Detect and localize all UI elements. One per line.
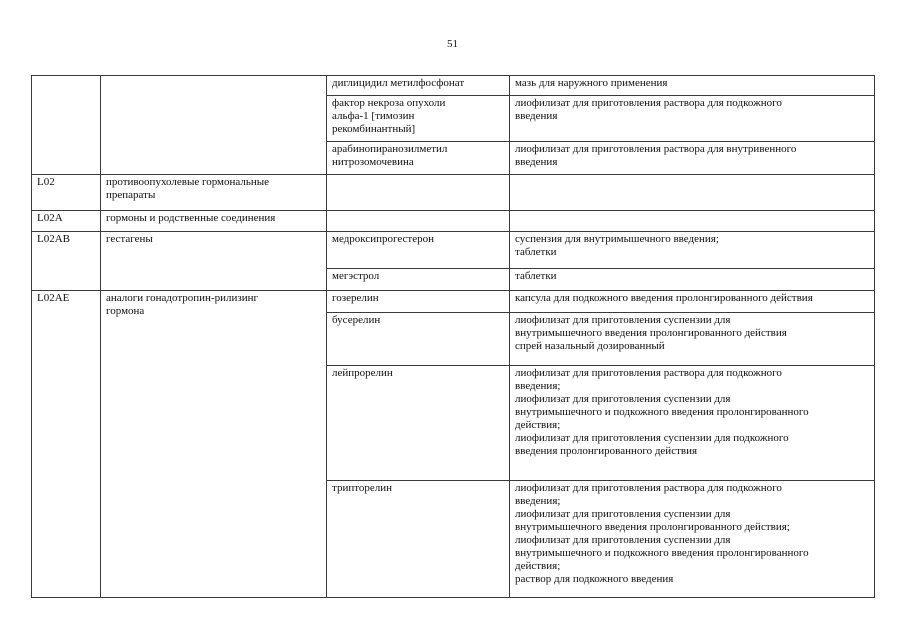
dosage-form-cell: суспензия для внутримышечного введения; таблетки xyxy=(510,232,875,269)
atc-code-cell: L02 xyxy=(32,175,101,211)
drug-name-cell: бусерелин xyxy=(327,313,510,366)
dosage-form-cell: лиофилизат для приготовления раствора для подкожного введения; лиофилизат для приготовления суспензии для внутримышечного введения пролонгированного действия; лиофилизат для приготовления суспензии для внутримышечного и подкожного введения пролонгированного действия; раствор для подкожного введения xyxy=(510,481,875,598)
group-name-cell xyxy=(101,76,327,175)
table-row xyxy=(32,76,875,96)
dosage-form-cell: лиофилизат для приготовления раствора для подкожного введения; лиофилизат для приготовления суспензии для внутримышечного и подкожного введения пролонгированного действия; лиофилизат для приготовления суспензии для подкожного введения пролонгированного действия xyxy=(510,366,875,481)
dosage-form-cell: капсула для подкожного введения пролонгированного действия xyxy=(510,291,875,313)
drug-name-cell: медроксипрогестерон xyxy=(327,232,510,269)
table-row xyxy=(32,291,875,313)
drug-name-cell: арабинопиранозилметил нитрозомочевина xyxy=(327,142,510,175)
drug-name-cell xyxy=(327,211,510,232)
dosage-form-cell: лиофилизат для приготовления раствора для внутривенного введения xyxy=(510,142,875,175)
atc-code-cell: L02A xyxy=(32,211,101,232)
dosage-form-cell xyxy=(510,175,875,211)
dosage-form-cell: таблетки xyxy=(510,269,875,291)
dosage-form-cell: лиофилизат для приготовления суспензии для внутримышечного введения пролонгированного действия спрей назальный дозированный xyxy=(510,313,875,366)
page-number: 51 xyxy=(447,38,458,50)
drug-name-cell: мегэстрол xyxy=(327,269,510,291)
table-row xyxy=(32,232,875,269)
dosage-form-cell: мазь для наружного применения xyxy=(510,76,875,96)
dosage-form-cell: лиофилизат для приготовления раствора для подкожного введения xyxy=(510,96,875,142)
drug-name-cell: гозерелин xyxy=(327,291,510,313)
drug-name-cell: трипторелин xyxy=(327,481,510,598)
drug-name-cell: диглицидил метилфосфонат xyxy=(327,76,510,96)
group-name-cell: гормоны и родственные соединения xyxy=(101,211,327,232)
drug-name-cell: фактор некроза опухоли альфа-1 [тимозин рекомбинантный] xyxy=(327,96,510,142)
group-name-cell: гестагены xyxy=(101,232,327,291)
group-name-cell: противоопухолевые гормональные препараты xyxy=(101,175,327,211)
group-name-cell: аналоги гонадотропин-рилизинг гормона xyxy=(101,291,327,598)
atc-code-cell: L02AB xyxy=(32,232,101,291)
atc-code-cell xyxy=(32,76,101,175)
drug-name-cell xyxy=(327,175,510,211)
table-row xyxy=(32,175,875,211)
dosage-form-cell xyxy=(510,211,875,232)
table-row xyxy=(32,211,875,232)
drug-table xyxy=(31,75,875,598)
drug-name-cell: лейпрорелин xyxy=(327,366,510,481)
atc-code-cell: L02AE xyxy=(32,291,101,598)
